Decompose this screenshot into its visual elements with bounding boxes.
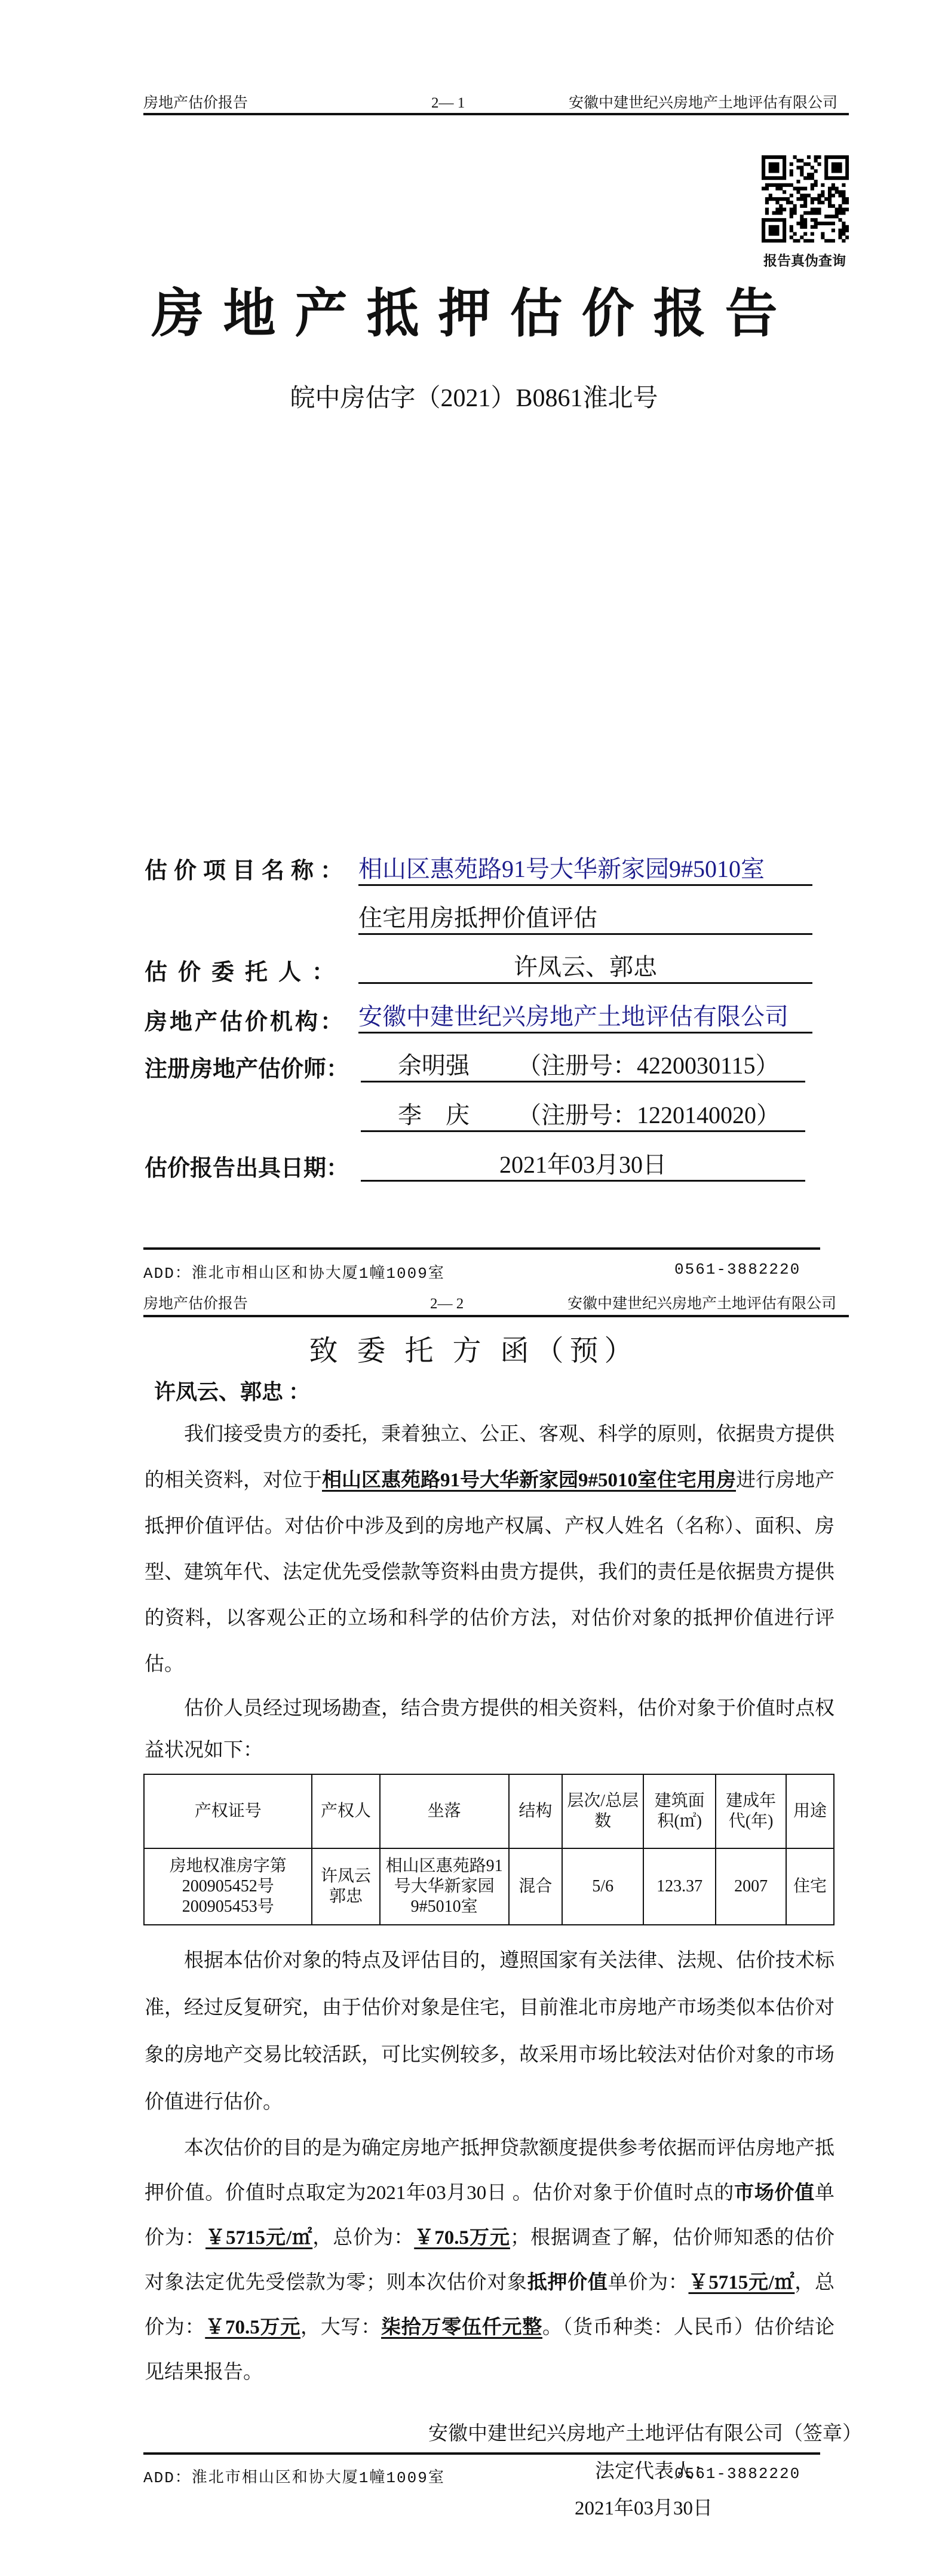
text-segment: 单价为： (608, 2272, 689, 2293)
footer-phone: 0561-3882220 (674, 1261, 801, 1278)
appraiser-2-name: 李 庆 (398, 1102, 470, 1128)
signoff-legal-rep: 法定代表人： (595, 2461, 713, 2482)
paragraph-intro (145, 1412, 835, 1688)
cert-line: 房地权准房字第 (169, 1857, 287, 1875)
text-segment: 进行房地产抵押价值评估。对估价中涉及到的房地产权属、产权人姓名（名称）、面积、房型、建筑年代、法定优先受偿款等资料由贵方提供，我们的责任是依据贵方提供的资料，以客观公正的立场和科学的估价方法，对估价对象的抵押价值进行评估。 (145, 1470, 835, 1675)
header-page-number: 2— 2 (430, 1296, 464, 1312)
cell-location: 相山区惠苑路91号大华新家园9#5010室 (380, 1848, 509, 1925)
footer-address: ADD：淮北市相山区和协大厦1幢1009室 (143, 2469, 445, 2487)
footer-address: ADD：淮北市相山区和协大厦1幢1009室 (143, 1265, 445, 1283)
amount-in-words: 柒拾万零伍仟元整 (381, 2317, 542, 2338)
qr-caption: 报告真伪查询 (763, 253, 846, 268)
col-owner: 产权人 (312, 1774, 379, 1848)
client-value: 许凤云、郭忠 (358, 952, 812, 984)
col-cert: 产权证号 (144, 1774, 312, 1848)
owner-line: 郭忠 (329, 1887, 363, 1906)
project-label: 估价项目名称： (145, 858, 350, 884)
header-left: 房地产估价报告 (143, 1296, 248, 1312)
cell-owner (312, 1848, 379, 1925)
appraiser-1 (361, 1051, 805, 1082)
signoff-date: 2021年03月30日 (575, 2498, 713, 2519)
text-segment: 单价为： (145, 2182, 835, 2249)
mortgage-total-price: ￥70.5万元 (205, 2317, 300, 2338)
agency-label: 房地产估价机构： (145, 1010, 346, 1035)
text-segment: 。（货币种类：人民币）估价结论见结果报告。 (145, 2317, 835, 2383)
owner-line: 许凤云 (320, 1867, 371, 1885)
paragraph-method: 根据本估价对象的特点及评估目的，遵照国家有关法律、法规、估价技术标准，经过反复研究，由于估价对象是住宅，目前淮北市房地产市场类似本估价对象的房地产交易比较活跃，可比实例较多，故采用市场比较法对估价对象的市场价值进行估价。 (145, 1950, 835, 2113)
table-row (144, 1848, 834, 1925)
text-segment: 我们接受贵方的委托，秉着独立、公正、客观、科学的原则，依据贵方提供的相关资料，对位于 (145, 1424, 835, 1491)
text-segment: ，总价为： (312, 2227, 415, 2249)
paragraph-conclusion (145, 2126, 835, 2395)
letter-title: 致 委 托 方 函（预） (309, 1335, 639, 1367)
cell-use: 住宅 (786, 1848, 834, 1925)
date-label: 估价报告出具日期： (145, 1156, 349, 1181)
cert-line: 200905453号 (182, 1897, 274, 1916)
property-address: 相山区惠苑路91号大华新家园9#5010室住宅用房 (322, 1470, 736, 1491)
appraiser-1-name: 余明强 (398, 1052, 470, 1079)
project-value-line2: 住宅用房抵押价值评估 (358, 903, 812, 935)
appraiser-label: 注册房地产估价师： (145, 1057, 349, 1082)
col-floor: 层次/总层数 (562, 1774, 643, 1848)
market-total-price: ￥70.5万元 (414, 2227, 510, 2249)
col-location: 坐落 (380, 1774, 509, 1848)
text-segment: ，大写： (300, 2317, 381, 2338)
report-title: 房地产抵押估价报告 (151, 286, 797, 344)
cell-year: 2007 (716, 1848, 786, 1925)
text-segment: ，总价为： (145, 2272, 835, 2338)
header-rule (143, 113, 849, 115)
mortgage-unit-price: ￥5715元/㎡ (688, 2272, 795, 2293)
property-table (143, 1774, 835, 1925)
appraiser-2-reg: （注册号：1220140020） (517, 1102, 780, 1128)
footer-phone: 0561-3882220 (674, 2465, 801, 2483)
cell-area: 123.37 (643, 1848, 716, 1925)
footer-rule (143, 2452, 820, 2455)
letter-body (145, 1412, 862, 2520)
col-use: 用途 (786, 1774, 834, 1848)
header-right: 安徽中建世纪兴房地产土地评估有限公司 (567, 1296, 837, 1312)
signoff-company: 安徽中建世纪兴房地产土地评估有限公司（签章） (428, 2423, 862, 2445)
mortgage-value-label: 抵押价值 (527, 2272, 608, 2293)
project-value-line1: 相山区惠苑路91号大华新家园9#5010室 (358, 854, 812, 886)
paragraph-inspection: 估价人员经过现场勘查，结合贵方提供的相关资料，估价对象于价值时点权益状况如下： (145, 1698, 835, 1761)
col-area: 建筑面积(㎡) (643, 1774, 716, 1848)
header-left: 房地产估价报告 (143, 95, 248, 111)
appraiser-2 (361, 1100, 805, 1132)
col-structure: 结构 (509, 1774, 563, 1848)
market-value-label: 市场价值 (734, 2182, 815, 2204)
document-number: 皖中房估字（2021）B0861淮北号 (290, 385, 658, 412)
date-value: 2021年03月30日 (361, 1150, 805, 1182)
cell-cert (144, 1848, 312, 1925)
cell-structure: 混合 (509, 1848, 563, 1925)
table-header-row (144, 1774, 834, 1848)
header-rule (143, 1315, 849, 1317)
footer-rule (143, 1247, 820, 1250)
client-label: 估价委托人： (145, 960, 346, 985)
col-year: 建成年代(年) (716, 1774, 786, 1848)
agency-value: 安徽中建世纪兴房地产土地评估有限公司 (358, 1002, 812, 1034)
text-segment: 本次估价的目的是为确定房地产抵押贷款额度提供参考依据而评估房地产抵押价值。价值时点取定为2021年03月30日 。估价对象于价值时点的 (145, 2138, 835, 2204)
header-right: 安徽中建世纪兴房地产土地评估有限公司 (569, 95, 838, 111)
salutation: 许凤云、郭忠 ： (154, 1380, 311, 1404)
market-unit-price: ￥5715元/㎡ (205, 2227, 313, 2249)
text-segment: ；根据调查了解，估价师知悉的估价对象法定优先受偿款为零；则本次估价对象 (145, 2227, 835, 2293)
qr-code-icon[interactable] (762, 155, 849, 243)
cert-line: 200905452号 (182, 1877, 274, 1896)
header-page-number: 2— 1 (431, 95, 465, 111)
appraiser-1-reg: （注册号：4220030115） (517, 1052, 780, 1079)
cell-floor: 5/6 (562, 1848, 643, 1925)
